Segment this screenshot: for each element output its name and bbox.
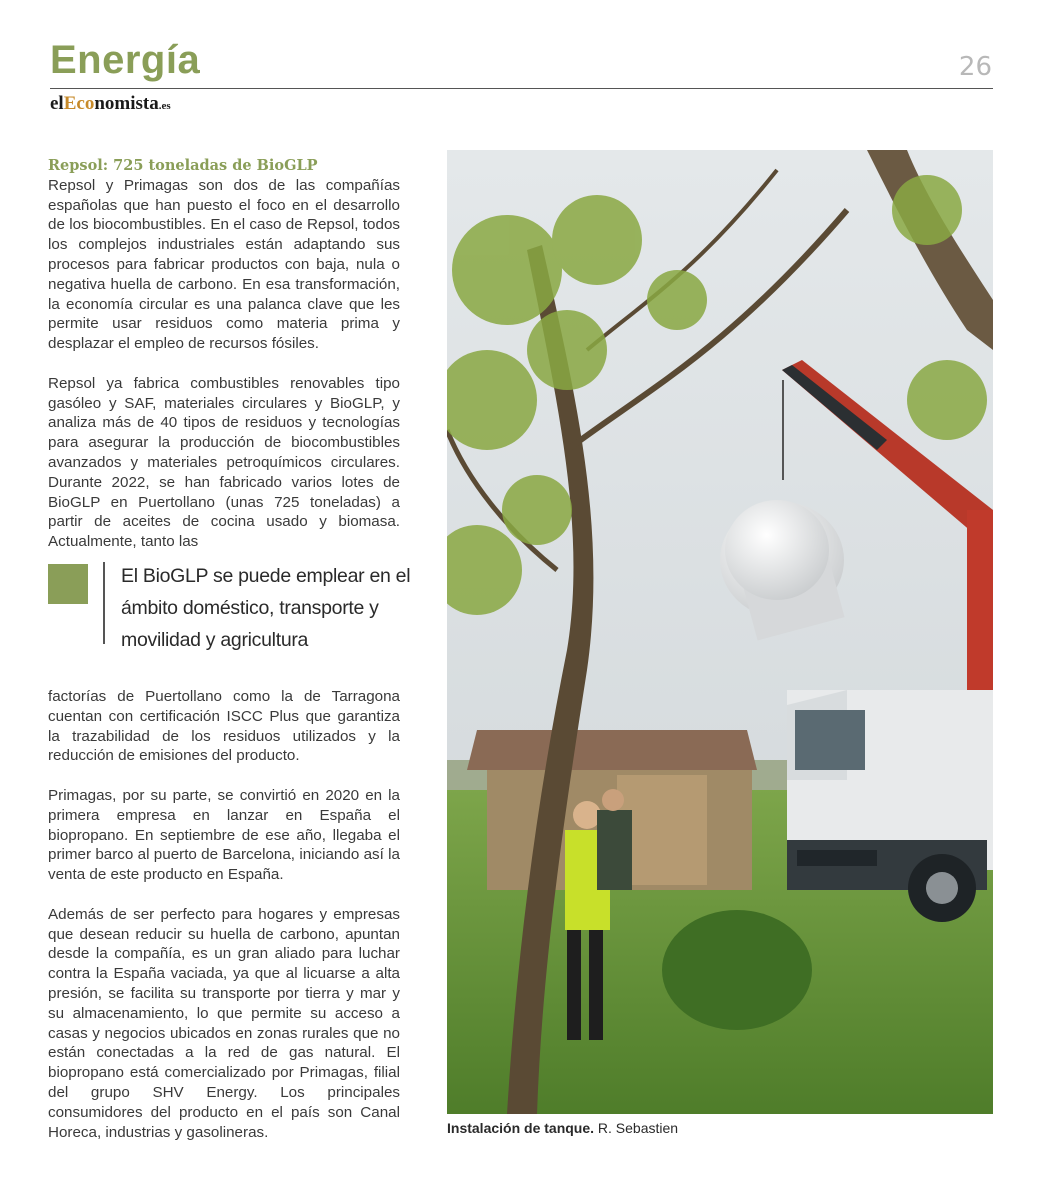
quote-marker <box>48 564 88 604</box>
quote-divider <box>103 562 105 644</box>
photo-caption: Instalación de tanque. R. Sebastien <box>447 1120 679 1136</box>
article-paragraph: Repsol y Primagas son dos de las compañías españolas que han puesto el foco en el desarrollo de los biocombustibles. En el caso de Repsol, todos los complejos industriales están adaptando sus procesos para fabricar productos con baja, nula o negativa huella de carbono. En esa transformación, la economía circular es una palanca clave que les permite usar residuos como materia prima y desplazar el empleo de recursos fósiles. <box>48 176 400 353</box>
article-paragraph: factorías de Puertollano como la de Tarragona cuentan con certificación ISCC Plus que garantiza la trazabilidad de los residuos utilizados y la reducción de emisiones del producto. <box>48 688 400 765</box>
header-divider <box>50 88 993 89</box>
section-title: Energía <box>50 38 201 82</box>
article-paragraph: Primagas, por su parte, se convirtió en 2020 en la primera empresa en lanzar en España el biopropano. En septiembre de ese año, llegaba el primer barco al puerto de Barcelona, iniciando así la venta de este producto en España. <box>48 786 400 884</box>
article-column-top <box>48 156 400 572</box>
article-paragraph: Además de ser perfecto para hogares y empresas que desean reducir su huella de carbono, apuntan desde la compañía, es un gran aliado para luchar contra la España vaciada, ya que al licuarse a alta presión, se facilita su transporte por tierra y mar y su almacenamiento, lo que permite su acceso a casas y negocios ubicados en zonas rurales que no están conectadas a la red de gas natural. El biopropano está comercializado por Primagas, filial del grupo SHV Energy. Los principales consumidores del producto en el país son Canal Horeca, industrias y gasolineras. <box>48 905 400 1141</box>
article-paragraph: Repsol ya fabrica combustibles renovables tipo gasóleo y SAF, materiales circulares y BioGLP, y analiza más de 40 tipos de residuos y tecnologías para asegurar la producción de biocombustibles avanzados y materiales petroquímicos circulares. Durante 2022, se han fabricado varios lotes de BioGLP en Puertollano (unas 725 toneladas) a partir de aceites de cocina usado y biomasa. Actualmente, tanto las <box>48 374 400 551</box>
pull-quote <box>48 562 411 651</box>
publication-logo: elEconomista.es <box>50 93 171 114</box>
article-column-bottom <box>48 687 400 1162</box>
pull-quote-text: El BioGLP se puede emplear en el ámbito doméstico, transporte y movilidad y agricultura <box>121 565 411 651</box>
page-number: 26 <box>958 52 992 82</box>
article-photo <box>447 150 993 1114</box>
article-subhead: Repsol: 725 toneladas de BioGLP <box>48 157 318 174</box>
